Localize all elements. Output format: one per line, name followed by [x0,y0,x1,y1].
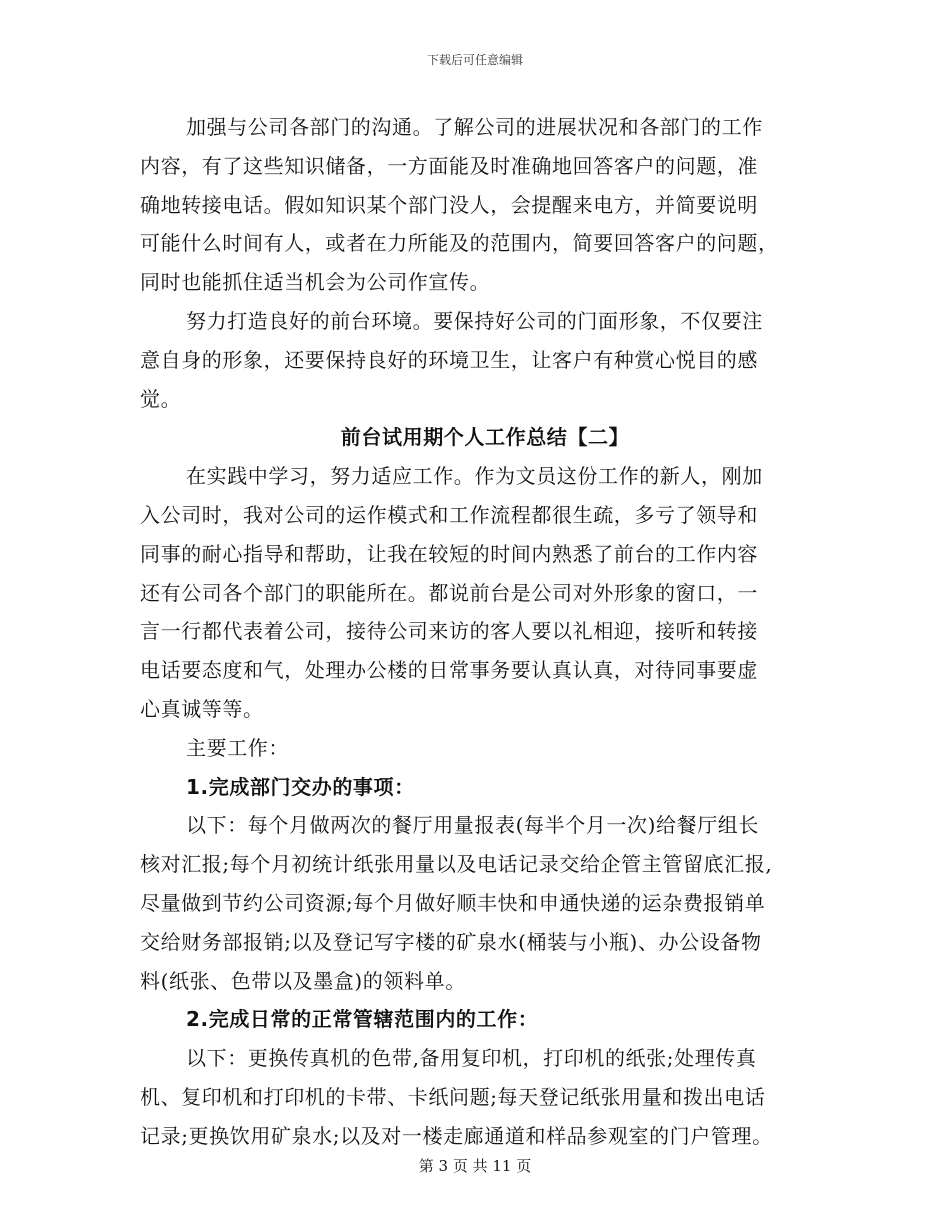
text-line: 核对汇报;每个月初统计纸张用量以及电话记录交给企管主管留底汇报, [140,852,773,877]
text-line: 在实践中学习，努力适应工作。作为文员这份工作的新人，刚加 [186,464,763,489]
page-header: 下载后可任意编辑 [426,53,523,67]
text-line: 记录;更换饮用矿泉水;以及对一楼走廊通道和样品参观室的门户管理。 [140,1123,773,1148]
text-line: 尽量做到节约公司资源;每个月做好顺丰快和申通快递的运杂费报销单 [140,890,766,915]
paragraph [140,108,808,302]
page-number: 第 3 页 共 11 页 [418,1157,532,1175]
text-line: 内容，有了这些知识储备，一方面能及时准确地回答客户的问题，准 [140,153,758,178]
text-line: 交给财务部报销;以及登记写字楼的矿泉水(桶装与小瓶)、办公设备物 [140,929,762,954]
text-line: 入公司时，我对公司的运作模式和工作流程都很生疏，多亏了领导和 [140,502,758,527]
section-title: 前台试用期个人工作总结【二】 [340,425,630,450]
main-work-label: 主要工作： [186,735,289,760]
document-body [140,108,808,1156]
text-line: 可能什么时间有人，或者在力所能及的范围内，简要回答客户的问题， [140,231,779,256]
text-line: 料(纸张、色带以及墨盒)的领料单。 [140,968,466,993]
text-line: 加强与公司各部门的沟通。了解公司的进展状况和各部门的工作 [186,115,763,139]
text-line: 同时也能抓住适当机会为公司作宣传。 [140,270,491,295]
text-line: 心真诚等等。 [140,696,264,721]
item-1-heading: 1.完成部门交办的事项： [186,774,415,799]
text-line: 同事的耐心指导和帮助，让我在较短的时间内熟悉了前台的工作内容 [140,541,758,566]
text-line: 以下：每个月做两次的餐厅用量报表(每半个月一次)给餐厅组长 [186,813,760,838]
text-line: 努力打造良好的前台环境。要保持好公司的门面形象，不仅要注 [186,308,763,333]
item-2-heading: 2.完成日常的正常管辖范围内的工作： [186,1007,539,1032]
paragraph [140,1039,808,1155]
text-line: 确地转接电话。假如知识某个部门没人，会提醒来电方，并简要说明 [140,192,758,217]
paragraph [140,457,808,729]
paragraph [140,302,808,418]
text-line: 机、复印机和打印机的卡带、卡纸问题;每天登记纸张用量和拨出电话 [140,1084,766,1109]
text-line: 意自身的形象，还要保持良好的环境卫生，让客户有种赏心悦目的感 [140,347,758,372]
text-line: 以下：更换传真机的色带,备用复印机，打印机的纸张;处理传真 [186,1046,757,1071]
text-line: 电话要态度和气，处理办公楼的日常事务要认真认真，对待同事要虚 [140,658,758,683]
paragraph [140,806,808,1000]
text-line: 觉。 [140,386,182,411]
text-line: 还有公司各个部门的职能所在。都说前台是公司对外形象的窗口，一 [140,580,758,605]
text-line: 言一行都代表着公司，接待公司来访的客人要以礼相迎，接听和转接 [140,619,758,644]
